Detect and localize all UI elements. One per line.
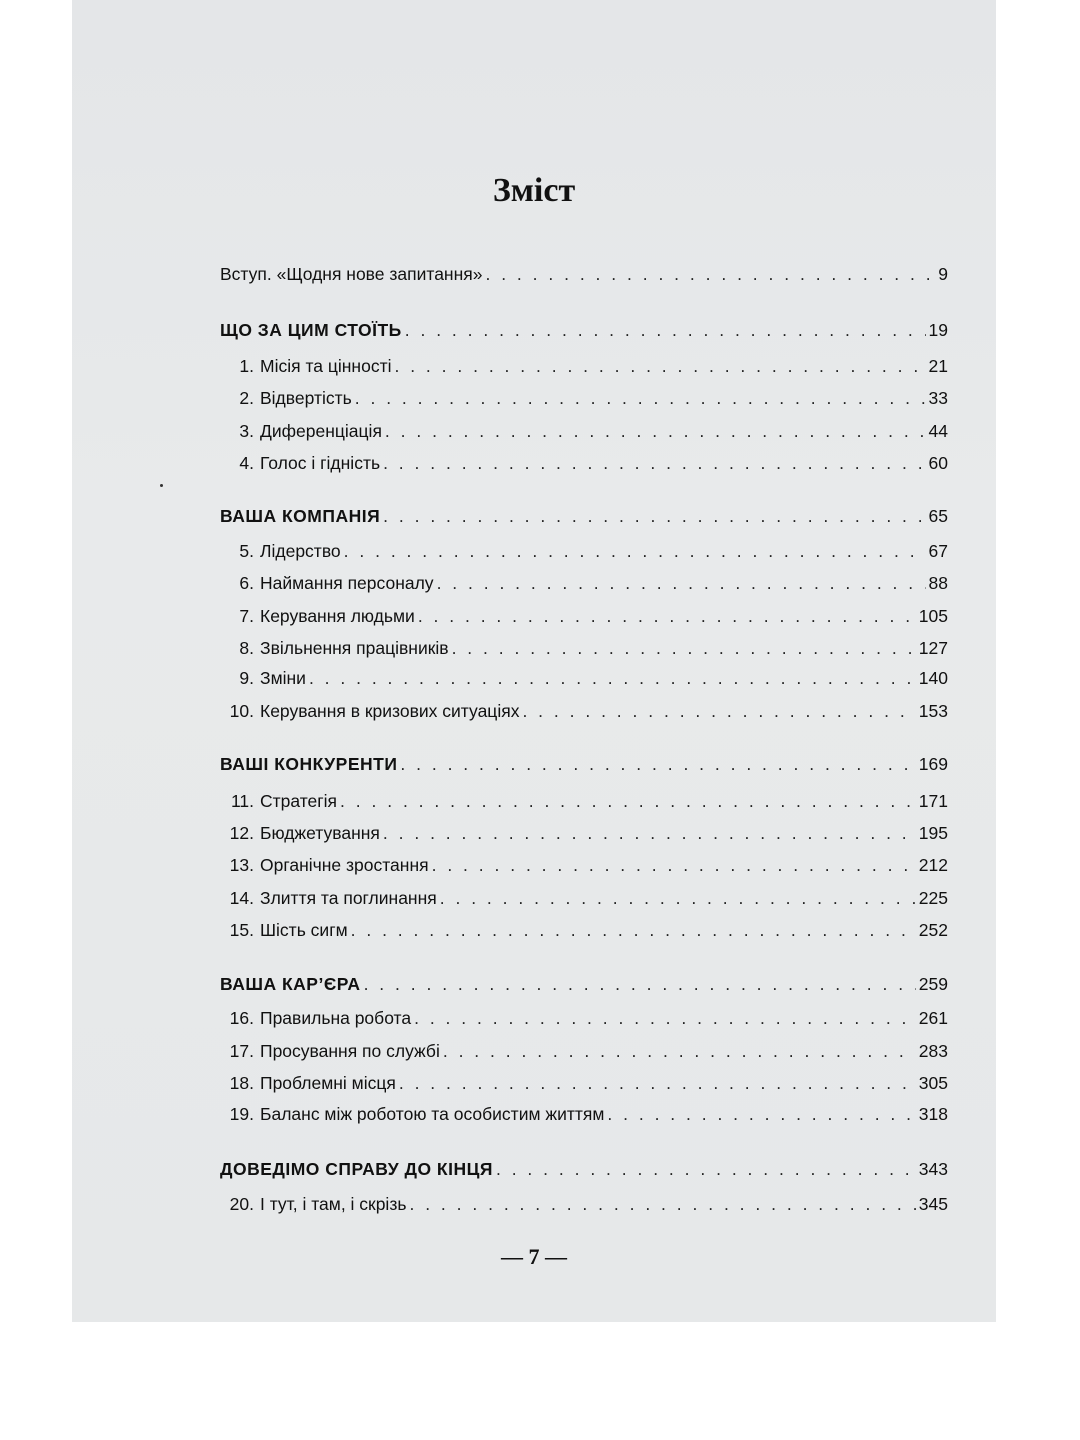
toc-section-row <box>220 1157 948 1181</box>
toc-chapter-row <box>220 1102 948 1126</box>
toc-section-row <box>220 972 948 996</box>
toc-leader-dots <box>383 451 925 475</box>
toc-leader-dots <box>607 1102 915 1126</box>
toc-entry-label: Просування по службі <box>260 1041 440 1061</box>
toc-chapter-number: 11. <box>230 791 254 811</box>
toc-page-number: 9 <box>938 264 948 284</box>
toc-entry-label: Баланс між роботою та особистим життям <box>260 1104 605 1124</box>
toc-leader-dots <box>496 1157 916 1181</box>
toc-entry-label: ЩО ЗА ЦИМ СТОЇТЬ <box>220 320 402 340</box>
toc-chapter-number: 18. <box>229 1073 254 1093</box>
toc-entry-label: Звільнення працівників <box>260 638 449 658</box>
toc-chapter-number: 5. <box>239 541 254 561</box>
toc-leader-dots <box>400 752 915 776</box>
toc-entry-label: І тут, і там, і скрізь <box>260 1194 407 1214</box>
toc-page-number: 283 <box>918 1041 948 1061</box>
toc-chapter-row <box>220 1071 948 1095</box>
toc-chapter-row <box>220 1192 948 1216</box>
toc-leader-dots <box>351 918 916 942</box>
toc-chapter-row <box>220 918 948 942</box>
toc-chapter-number: 2. <box>239 388 254 408</box>
toc-leader-dots <box>409 1192 915 1216</box>
toc-leader-dots <box>418 604 916 628</box>
toc-chapter-row <box>220 789 948 813</box>
toc-entry-label: Керування людьми <box>260 606 415 626</box>
toc-chapter-number: 12. <box>229 823 254 843</box>
toc-page-number: 60 <box>928 453 948 473</box>
toc-chapter-number: 8. <box>239 638 254 658</box>
toc-page-number: 19 <box>928 320 948 340</box>
toc-entry-label: Правильна робота <box>260 1008 412 1028</box>
toc-leader-dots <box>385 419 926 443</box>
toc-chapter-row <box>220 636 948 660</box>
toc-page-number: 44 <box>928 421 948 441</box>
toc-section-row <box>220 752 948 776</box>
toc-entry-label: Голос і гідність <box>260 453 381 473</box>
toc-entry-label: Вступ. «Щодня нове запитання» <box>220 264 483 284</box>
toc-entry-label: Шість сигм <box>260 920 348 940</box>
toc-leader-dots <box>355 386 926 410</box>
toc-leader-dots <box>364 972 916 996</box>
toc-page-number: 169 <box>918 754 948 774</box>
toc-page-number: 261 <box>918 1008 948 1028</box>
toc-entry-label: Зміни <box>260 668 306 688</box>
toc-intro-row <box>220 262 948 286</box>
paper-speck <box>160 484 163 487</box>
toc-entry-label: Стратегія <box>260 791 338 811</box>
toc-page-number: 252 <box>918 920 948 940</box>
toc-leader-dots <box>432 853 916 877</box>
toc-leader-dots <box>437 571 926 595</box>
toc-page-number: 171 <box>918 791 948 811</box>
toc-entry-label: ДОВЕДІМО СПРАВУ ДО КІНЦЯ <box>220 1159 493 1179</box>
toc-leader-dots <box>309 666 916 690</box>
toc-page-number: 225 <box>918 888 948 908</box>
toc-page-number: 88 <box>928 573 948 593</box>
toc-leader-dots <box>522 699 915 723</box>
toc-chapter-number: 9. <box>239 668 254 688</box>
toc-leader-dots <box>344 539 926 563</box>
toc-entry-label: Наймання персоналу <box>260 573 434 593</box>
page-number-footer: — 7 — <box>501 1244 567 1269</box>
toc-entry-label: ВАША КАР’ЄРА <box>220 974 361 994</box>
toc-page-number: 153 <box>918 701 948 721</box>
toc-chapter-row <box>220 821 948 845</box>
toc-leader-dots <box>383 821 916 845</box>
toc-chapter-number: 13. <box>229 855 254 875</box>
toc-chapter-row <box>220 386 948 410</box>
toc-entry-label: Органічне зростання <box>260 855 429 875</box>
toc-leader-dots <box>485 262 935 286</box>
toc-entry-label: ВАШІ КОНКУРЕНТИ <box>220 754 398 774</box>
toc-entry-label: Проблемні місця <box>260 1073 396 1093</box>
toc-section-row <box>220 504 948 528</box>
toc-page-number: 33 <box>928 388 948 408</box>
toc-entry-label: Місія та цінності <box>260 356 392 376</box>
toc-leader-dots <box>394 354 925 378</box>
toc-chapter-number: 10. <box>229 701 254 721</box>
toc-chapter-row <box>220 1039 948 1063</box>
toc-chapter-row <box>220 699 948 723</box>
toc-chapter-number: 1. <box>239 356 254 376</box>
toc-leader-dots <box>443 1039 916 1063</box>
toc-leader-dots <box>414 1006 916 1030</box>
toc-chapter-number: 20. <box>229 1194 254 1214</box>
toc-leader-dots <box>405 318 926 342</box>
page-title: Зміст <box>492 172 576 209</box>
toc-chapter-row <box>220 354 948 378</box>
toc-chapter-number: 16. <box>229 1008 254 1028</box>
toc-chapter-number: 4. <box>239 453 254 473</box>
toc-page-number: 212 <box>918 855 948 875</box>
toc-chapter-number: 15. <box>229 920 254 940</box>
toc-chapter-number: 19. <box>229 1104 254 1124</box>
toc-leader-dots <box>440 886 916 910</box>
toc-leader-dots <box>452 636 916 660</box>
toc-chapter-row <box>220 853 948 877</box>
toc-page-number: 127 <box>918 638 948 658</box>
toc-chapter-number: 14. <box>229 888 254 908</box>
toc-page-number: 67 <box>928 541 948 561</box>
toc-entry-label: Лідерство <box>260 541 341 561</box>
toc-chapter-row <box>220 1006 948 1030</box>
toc-page-number: 343 <box>918 1159 948 1179</box>
toc-chapter-row <box>220 451 948 475</box>
toc-page-number: 345 <box>918 1194 948 1214</box>
toc-page-number: 318 <box>918 1104 948 1124</box>
toc-entry-label: Диференціація <box>260 421 382 441</box>
toc-entry-label: Керування в кризових ситуаціях <box>260 701 520 721</box>
toc-page-number: 21 <box>928 356 948 376</box>
toc-chapter-number: 17. <box>229 1041 254 1061</box>
toc-page-number: 259 <box>918 974 948 994</box>
toc-chapter-row <box>220 886 948 910</box>
toc-entry-label: Відвертість <box>260 388 352 408</box>
toc-section-row <box>220 318 948 342</box>
toc-chapter-number: 7. <box>239 606 254 626</box>
toc-chapter-row <box>220 571 948 595</box>
toc-entry-label: ВАША КОМПАНІЯ <box>220 506 381 526</box>
toc-chapter-row <box>220 539 948 563</box>
toc-page-number: 305 <box>918 1073 948 1093</box>
toc-chapter-row <box>220 666 948 690</box>
toc-page-number: 65 <box>928 506 948 526</box>
toc-leader-dots <box>383 504 925 528</box>
toc-page-number: 195 <box>918 823 948 843</box>
book-page <box>72 0 996 1322</box>
toc-chapter-row <box>220 419 948 443</box>
toc-page-number: 140 <box>918 668 948 688</box>
toc-chapter-row <box>220 604 948 628</box>
toc-leader-dots <box>399 1071 916 1095</box>
toc-leader-dots <box>340 789 916 813</box>
toc-chapter-number: 6. <box>239 573 254 593</box>
toc-page-number: 105 <box>918 606 948 626</box>
toc-entry-label: Злиття та поглинання <box>260 888 437 908</box>
toc-chapter-number: 3. <box>239 421 254 441</box>
toc-entry-label: Бюджетування <box>260 823 380 843</box>
